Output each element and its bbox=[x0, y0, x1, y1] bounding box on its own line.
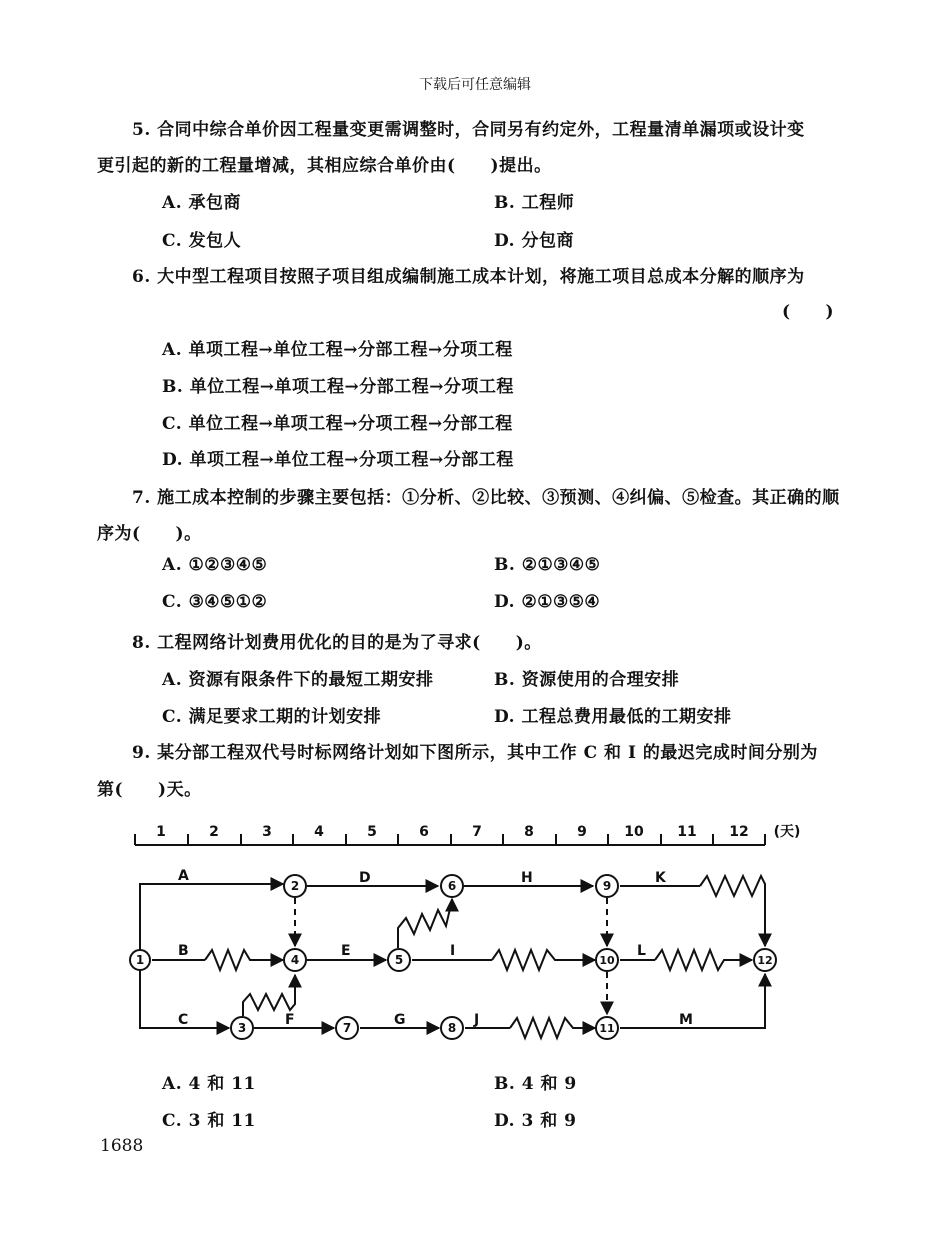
node-3-label: 3 bbox=[237, 1021, 247, 1035]
q6-option-d: D. 单项工程→单位工程→分项工程→分部工程 bbox=[162, 450, 514, 470]
axis-day-11: 11 bbox=[677, 824, 697, 840]
axis-day-1: 1 bbox=[156, 824, 166, 840]
q5-line1: 5. 合同中综合单价因工程量变更需调整时，合同另有约定外，工程量清单漏项或设计变 bbox=[132, 120, 805, 140]
wave-k bbox=[700, 876, 765, 946]
q6-line1: 6. 大中型工程项目按照子项目组成编制施工成本计划，将施工项目总成本分解的顺序为 bbox=[132, 267, 805, 287]
node-12-label: 12 bbox=[757, 954, 773, 967]
q7-option-b: B. ②①③④⑤ bbox=[494, 555, 601, 575]
axis-unit: (天) bbox=[773, 824, 801, 840]
wave-i bbox=[492, 950, 595, 970]
label-k: K bbox=[655, 870, 666, 886]
q7-option-d: D. ②①③⑤④ bbox=[494, 592, 601, 612]
node-6-label: 6 bbox=[447, 879, 457, 893]
label-h: H bbox=[521, 870, 533, 886]
axis-day-12: 12 bbox=[729, 824, 749, 840]
node-9-label: 9 bbox=[602, 879, 612, 893]
wave-j bbox=[510, 1018, 595, 1038]
q9-option-d: D. 3 和 9 bbox=[494, 1111, 577, 1131]
label-f: F bbox=[285, 1012, 295, 1028]
q6-option-b: B. 单位工程→单项工程→分部工程→分项工程 bbox=[162, 377, 514, 397]
label-d: D bbox=[359, 870, 371, 886]
q5-option-a: A. 承包商 bbox=[162, 193, 242, 213]
page-number: 1688 bbox=[100, 1136, 144, 1156]
page-header: 下载后可任意编辑 bbox=[419, 77, 531, 93]
q9-line2: 第( )天。 bbox=[97, 780, 202, 800]
axis-day-10: 10 bbox=[624, 824, 644, 840]
node-8-label: 8 bbox=[447, 1021, 457, 1035]
q7-option-c: C. ③④⑤①② bbox=[162, 592, 268, 612]
node-7-label: 7 bbox=[342, 1021, 352, 1035]
wave-3-4 bbox=[243, 975, 295, 1016]
q9-option-c: C. 3 和 11 bbox=[162, 1111, 256, 1131]
label-j: J bbox=[474, 1012, 480, 1028]
node-5-label: 5 bbox=[394, 953, 404, 967]
q9-option-a: A. 4 和 11 bbox=[162, 1074, 256, 1094]
axis-day-8: 8 bbox=[524, 824, 534, 840]
axis-day-3: 3 bbox=[262, 824, 272, 840]
q7-option-a: A. ①②③④⑤ bbox=[162, 555, 268, 575]
label-a: A bbox=[178, 868, 189, 884]
q6-option-a: A. 单项工程→单位工程→分部工程→分项工程 bbox=[162, 340, 513, 360]
axis-day-9: 9 bbox=[577, 824, 587, 840]
time-axis bbox=[135, 834, 765, 845]
node-10-label: 10 bbox=[599, 954, 615, 967]
q8-option-b: B. 资源使用的合理安排 bbox=[494, 670, 680, 690]
label-m: M bbox=[679, 1012, 693, 1028]
q5-option-d: D. 分包商 bbox=[494, 231, 574, 251]
q8-option-d: D. 工程总费用最低的工期安排 bbox=[494, 707, 732, 727]
node-11-label: 11 bbox=[599, 1022, 615, 1035]
axis-day-2: 2 bbox=[209, 824, 219, 840]
label-e: E bbox=[341, 943, 351, 959]
q5-option-b: B. 工程师 bbox=[494, 193, 575, 213]
q8-option-a: A. 资源有限条件下的最短工期安排 bbox=[162, 670, 434, 690]
node-4-label: 4 bbox=[290, 953, 300, 967]
q6-answer-paren: ( ) bbox=[782, 302, 835, 322]
q5-option-c: C. 发包人 bbox=[162, 231, 242, 251]
q7-line1: 7. 施工成本控制的步骤主要包括：①分析、②比较、③预测、④纠偏、⑤检查。其正确的顺 bbox=[132, 488, 840, 508]
axis-day-4: 4 bbox=[314, 824, 324, 840]
axis-day-7: 7 bbox=[472, 824, 482, 840]
q9-line1: 9. 某分部工程双代号时标网络计划如下图所示，其中工作 C 和 I 的最迟完成时间分别为 bbox=[132, 743, 818, 763]
wave-b bbox=[205, 950, 283, 970]
label-i: I bbox=[450, 943, 456, 959]
q9-option-b: B. 4 和 9 bbox=[494, 1074, 577, 1094]
q8-option-c: C. 满足要求工期的计划安排 bbox=[162, 707, 382, 727]
node-2-label: 2 bbox=[290, 879, 300, 893]
label-c: C bbox=[178, 1012, 189, 1028]
q6-option-c: C. 单位工程→单项工程→分项工程→分部工程 bbox=[162, 414, 513, 434]
arrow-a bbox=[140, 884, 283, 952]
axis-day-6: 6 bbox=[419, 824, 429, 840]
label-b: B bbox=[178, 943, 189, 959]
q7-line2: 序为( )。 bbox=[97, 524, 202, 544]
node-1-label: 1 bbox=[135, 953, 145, 967]
q5-line2: 更引起的新的工程量增减，其相应综合单价由( )提出。 bbox=[97, 156, 552, 176]
q8-line1: 8. 工程网络计划费用优化的目的是为了寻求( )。 bbox=[132, 633, 542, 653]
wave-5-6 bbox=[398, 899, 452, 948]
wave-l bbox=[655, 950, 752, 970]
label-g: G bbox=[394, 1012, 406, 1028]
axis-day-5: 5 bbox=[367, 824, 377, 840]
label-l: L bbox=[637, 943, 646, 959]
